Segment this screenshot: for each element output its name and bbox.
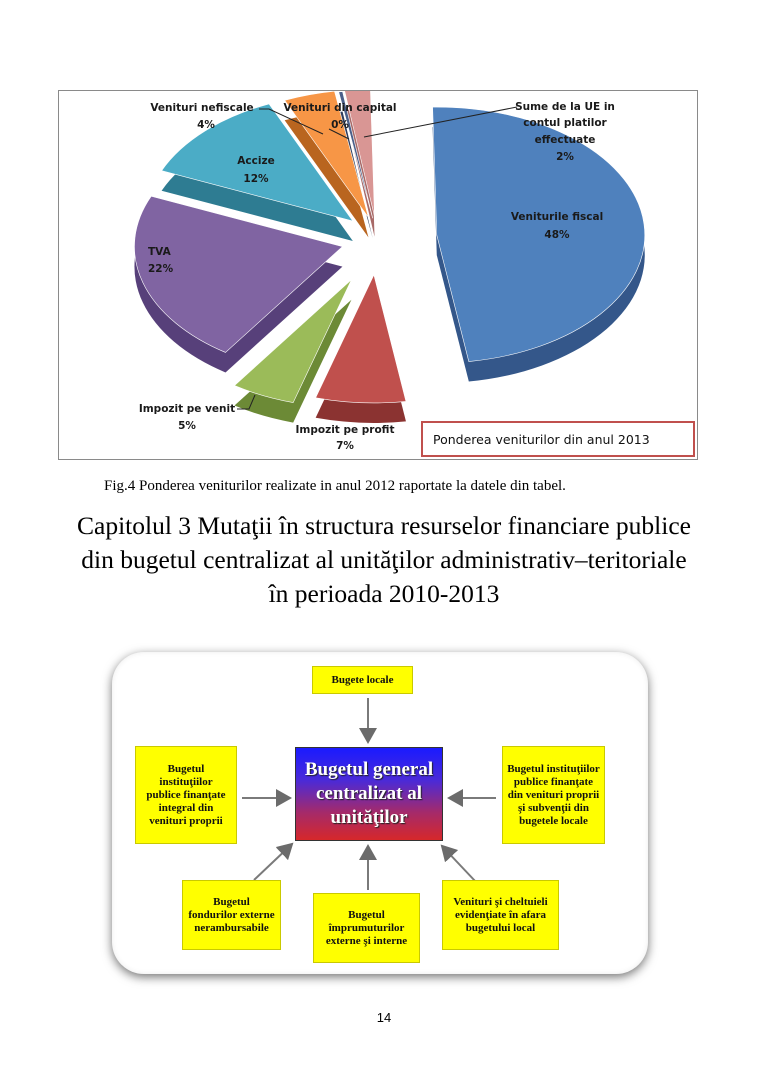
chapter-heading bbox=[60, 509, 708, 611]
box-imprumuturi: Bugetul împrumuturilor externe şi interne bbox=[313, 893, 420, 963]
box-venituri-cheltuieli: Venituri şi cheltuieli evidenţiate în afara bugetului local bbox=[442, 880, 559, 950]
arrow-from-bottom-left bbox=[254, 844, 292, 880]
box-fonduri-externe: Bugetul fondurilor externe nerambursabile bbox=[182, 880, 281, 950]
label-tva-name: TVA bbox=[148, 246, 171, 258]
label-tva-pct: 22% bbox=[148, 263, 174, 275]
figure-caption: Fig.4 Ponderea veniturilor realizate in anul 2012 raportate la datele din tabel. bbox=[104, 478, 566, 494]
pie-chart bbox=[59, 91, 697, 459]
box-institutii-venituri-proprii: Bugetul instituţiilor publice finanţate integral din venituri proprii bbox=[135, 746, 237, 844]
label-accize-pct: 12% bbox=[243, 173, 269, 185]
chart-title-text: Ponderea veniturilor din anul 2013 bbox=[433, 431, 650, 447]
label-capital-pct: 0% bbox=[331, 119, 349, 131]
chapter-heading-line-2: din bugetul centralizat al unităţilor administrativ–teritoriale bbox=[81, 545, 687, 574]
box-buget-general-centralizat: Bugetul general centralizat al unităţilor bbox=[295, 747, 443, 841]
chapter-heading-line-1: Capitolul 3 Mutaţii în structura resurselor financiare publice bbox=[77, 511, 691, 540]
label-nefiscale-name: Venituri nefiscale bbox=[150, 102, 254, 114]
chapter-heading-line-3: în perioada 2010-2013 bbox=[268, 579, 500, 608]
arrow-from-bottom-right bbox=[442, 846, 476, 882]
label-ue-line3: effectuate bbox=[534, 134, 596, 146]
box-institutii-subventii: Bugetul instituţiilor publice finanţate din venituri proprii şi subvenţii din bugetele locale bbox=[502, 746, 605, 844]
label-accize-name: Accize bbox=[237, 155, 275, 167]
page-number: 14 bbox=[376, 1010, 392, 1025]
label-fiscal-pct: 48% bbox=[544, 229, 570, 241]
label-ue-line2: contul platilor bbox=[523, 117, 607, 129]
label-ue-line1: Sume de la UE in bbox=[515, 101, 615, 113]
label-capital-name: Venituri din capital bbox=[283, 102, 397, 114]
budget-structure-diagram bbox=[112, 652, 648, 974]
chart-title bbox=[421, 421, 695, 457]
label-profit-name: Impozit pe profit bbox=[295, 424, 395, 436]
pie-chart-frame bbox=[58, 90, 698, 460]
label-ue-pct: 2% bbox=[556, 151, 574, 163]
label-venit-pct: 5% bbox=[178, 420, 196, 432]
label-fiscal-name: Veniturile fiscal bbox=[510, 211, 604, 223]
box-bugete-locale: Bugete locale bbox=[312, 666, 413, 694]
label-nefiscale-pct: 4% bbox=[197, 119, 215, 131]
label-venit-name: Impozit pe venit bbox=[138, 403, 236, 415]
label-profit-pct: 7% bbox=[336, 440, 354, 452]
